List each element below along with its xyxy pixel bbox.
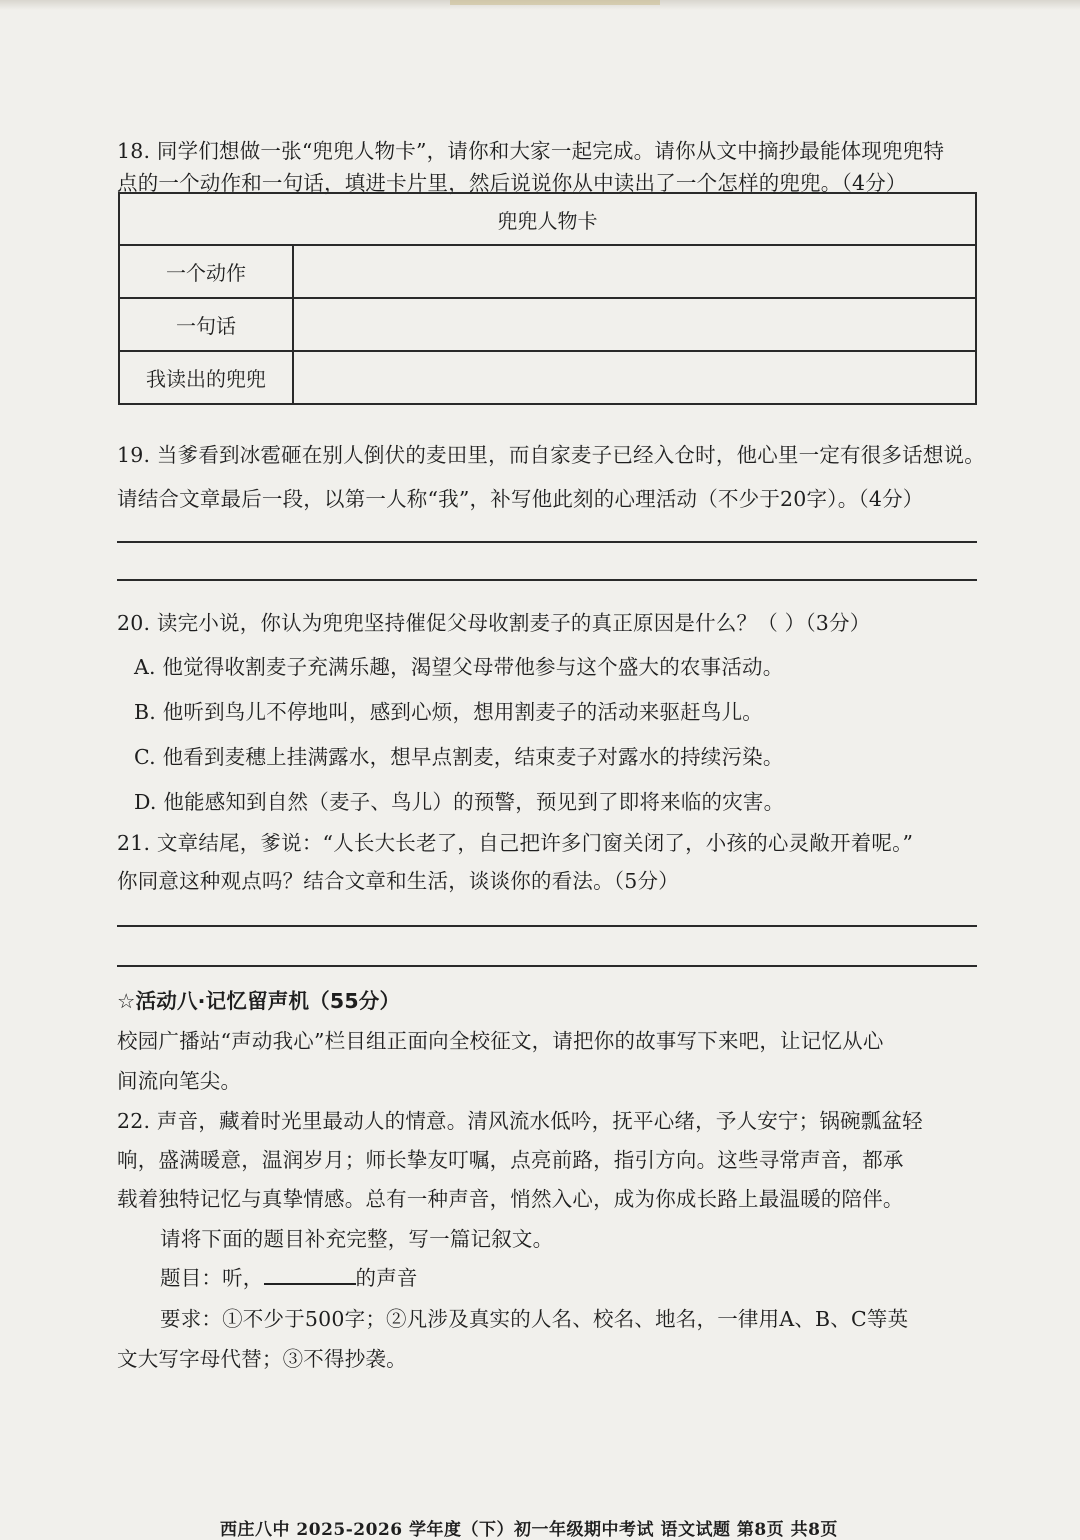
card-title: 兜兜人物卡 bbox=[119, 193, 976, 245]
q22-line2: 响，盛满暖意，温润岁月；师长挚友叮嘱，点亮前路，指引方向。这些寻常声音，都承 bbox=[117, 1148, 904, 1172]
q20-option-a: A. 他觉得收割麦子充满乐趣，渴望父母带他参与这个盛大的农事活动。 bbox=[134, 655, 784, 679]
activity8-line1: 校园广播站“声动我心”栏目组正面向全校征文，请把你的故事写下来吧，让记忆从心 bbox=[117, 1029, 884, 1053]
q18-line2: 点的一个动作和一句话，填进卡片里，然后说说你从中读出了一个怎样的兜兜。（4分） bbox=[117, 171, 907, 195]
q19-line1: 19. 当爹看到冰雹砸在别人倒伏的麦田里，而自家麦子已经入仓时，他心里一定有很多话想说。 bbox=[117, 443, 985, 467]
q22-line1: 22. 声音，藏着时光里最动人的情意。清风流水低吟，抚平心绪，予人安宁；锅碗瓢盆轻 bbox=[117, 1109, 923, 1133]
essay-title-suffix: 的声音 bbox=[355, 1266, 418, 1290]
card-answer-action[interactable] bbox=[293, 245, 976, 298]
q22-requirements-line2: 文大写字母代替；③不得抄袭。 bbox=[117, 1347, 407, 1371]
q22-requirements-line1: 要求：①不少于500字；②凡涉及真实的人名、校名、地名，一律用A、B、C等英 bbox=[160, 1307, 909, 1331]
q21-answer-line-2[interactable] bbox=[117, 965, 977, 967]
q19-line2: 请结合文章最后一段，以第一人称“我”，补写他此刻的心理活动（不少于20字）。（4分） bbox=[117, 487, 924, 511]
q22-line3: 载着独特记忆与真挚情感。总有一种声音，悄然入心，成为你成长路上最温暖的陪伴。 bbox=[117, 1187, 904, 1211]
card-row-label-action: 一个动作 bbox=[119, 245, 293, 298]
card-answer-sentence[interactable] bbox=[293, 298, 976, 351]
activity8-line2: 间流向笔尖。 bbox=[117, 1069, 242, 1093]
q22-essay-title bbox=[160, 1261, 418, 1291]
q20-option-d: D. 他能感知到自然（麦子、鸟儿）的预警，预见到了即将来临的灾害。 bbox=[134, 790, 785, 814]
q22-instruction: 请将下面的题目补充完整，写一篇记叙文。 bbox=[160, 1227, 554, 1251]
page-footer: 西庄八中 2025-2026 学年度（下）初一年级期中考试 语文试题 第8页 共8页 bbox=[220, 1520, 838, 1540]
character-card-table bbox=[118, 192, 977, 405]
card-answer-impression[interactable] bbox=[293, 351, 976, 404]
q20-stem: 20. 读完小说，你认为兜兜坚持催促父母收割麦子的真正原因是什么？（ ）（3分） bbox=[117, 611, 871, 635]
q18-line1: 18. 同学们想做一张“兜兜人物卡”，请你和大家一起完成。请你从文中摘抄最能体现兜兜特 bbox=[117, 139, 945, 163]
q19-answer-line-1[interactable] bbox=[117, 541, 977, 543]
page-top-mark bbox=[450, 0, 660, 5]
essay-title-prefix: 题目：听， bbox=[160, 1266, 264, 1290]
card-row-label-impression: 我读出的兜兜 bbox=[119, 351, 293, 404]
q20-option-c: C. 他看到麦穗上挂满露水，想早点割麦，结束麦子对露水的持续污染。 bbox=[134, 745, 784, 769]
q19-answer-line-2[interactable] bbox=[117, 579, 977, 581]
activity8-title: ☆活动八·记忆留声机（55分） bbox=[117, 989, 401, 1013]
q21-answer-line-1[interactable] bbox=[117, 925, 977, 927]
card-row-label-sentence: 一句话 bbox=[119, 298, 293, 351]
q21-line2: 你同意这种观点吗？结合文章和生活，谈谈你的看法。（5分） bbox=[117, 869, 679, 893]
essay-title-blank[interactable] bbox=[264, 1263, 356, 1285]
q20-option-b: B. 他听到鸟儿不停地叫，感到心烦，想用割麦子的活动来驱赶鸟儿。 bbox=[134, 700, 763, 724]
q21-line1: 21. 文章结尾，爹说：“人长大长老了，自己把许多门窗关闭了，小孩的心灵敞开着呢。” bbox=[117, 831, 914, 855]
